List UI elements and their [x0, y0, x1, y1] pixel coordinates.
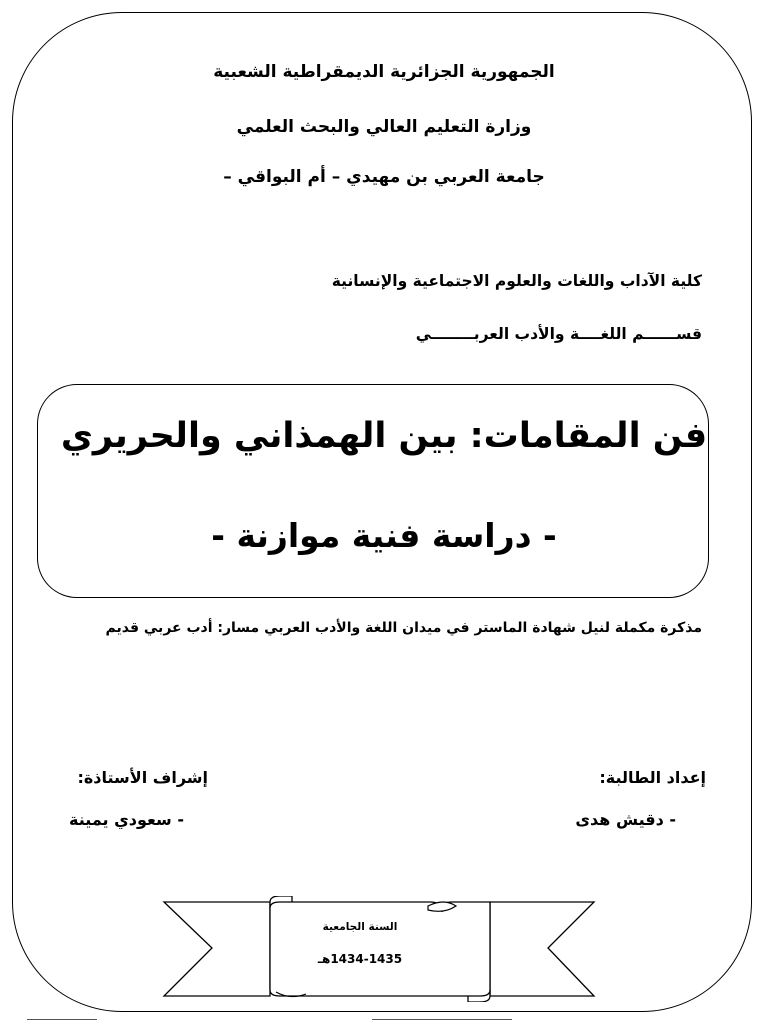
faculty-name: كلية الآداب واللغات والعلوم الاجتماعية والإنسانية — [331, 272, 702, 290]
university-heading: جامعة العربي بن مهيدي – أم البواقي – — [223, 167, 545, 187]
thesis-title: فن المقامات: بين الهمذاني والحريري — [60, 416, 708, 456]
footer-link-left[interactable] — [27, 1019, 97, 1020]
student-name: - دقيش هدى — [575, 810, 676, 829]
academic-year-value: 1434-1435هـ — [317, 952, 403, 966]
footer-link-center[interactable] — [372, 1019, 512, 1020]
ministry-heading: وزارة التعليم العالي والبحث العلمي — [236, 117, 532, 137]
republic-heading: الجمهورية الجزائرية الديمقراطية الشعبية — [213, 62, 555, 82]
memo-description: مذكرة مكملة لنيل شهادة الماستر في ميدان اللغة والأدب العربي مسار: أدب عربي قديم — [105, 620, 702, 636]
department-name: قســــــم اللغــــة والأدب العربــــــــي — [415, 325, 702, 343]
thesis-subtitle: - دراسة فنية موازنة - — [211, 516, 557, 555]
supervisor-label: إشراف الأستاذة: — [77, 768, 208, 787]
ribbon-banner — [160, 896, 600, 1002]
supervisor-name: - سعودي يمينة — [69, 810, 184, 829]
student-label: إعداد الطالبة: — [599, 768, 706, 787]
academic-year-label: السنة الجامعية — [322, 921, 398, 933]
